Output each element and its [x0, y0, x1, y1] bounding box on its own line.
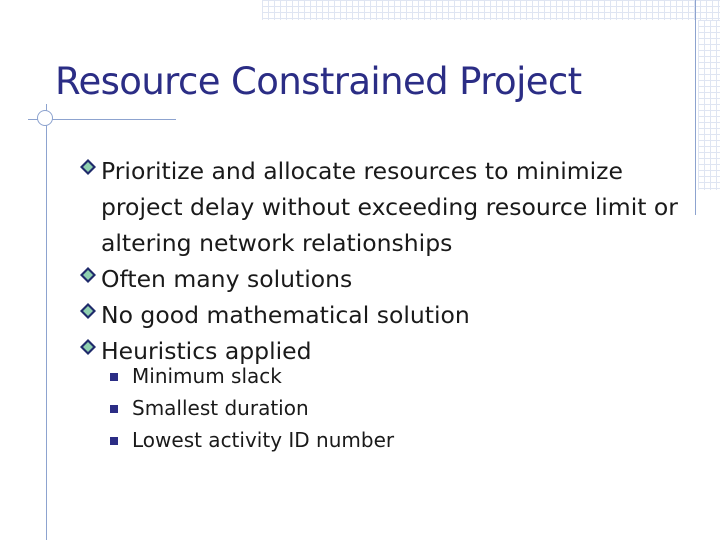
crosshair-icon [37, 110, 53, 126]
sub-bullet-list [110, 360, 394, 456]
diamond-bullet-icon [80, 303, 96, 319]
square-bullet-icon [110, 405, 118, 413]
decorative-rule-left [46, 104, 47, 540]
diamond-bullet-icon [80, 267, 96, 283]
bullet-text: Heuristics applied [101, 337, 312, 365]
diamond-bullet-icon [80, 339, 96, 355]
sub-bullet-text: Minimum slack [132, 364, 282, 388]
square-bullet-icon [110, 373, 118, 381]
bullet-item [80, 153, 680, 261]
bullet-text: No good mathematical solution [101, 301, 470, 329]
bullet-item [80, 261, 680, 297]
bullet-text: Often many solutions [101, 265, 353, 293]
decorative-grid-top [262, 0, 720, 20]
diamond-bullet-icon [80, 159, 96, 175]
sub-bullet-text: Lowest activity ID number [132, 428, 395, 452]
decorative-rule-vertical [695, 0, 696, 215]
sub-bullet-text: Smallest duration [132, 396, 309, 420]
decorative-grid-right [698, 20, 720, 190]
bullet-text: Prioritize and allocate resources to minimize project delay without exceeding resource limit or altering network relationships [101, 157, 678, 257]
square-bullet-icon [110, 437, 118, 445]
bullet-item [80, 297, 680, 333]
sub-bullet-item [110, 424, 394, 456]
sub-bullet-item [110, 360, 394, 392]
bullet-list [80, 153, 680, 369]
slide-title: Resource Constrained Project [55, 60, 582, 103]
sub-bullet-item [110, 392, 394, 424]
